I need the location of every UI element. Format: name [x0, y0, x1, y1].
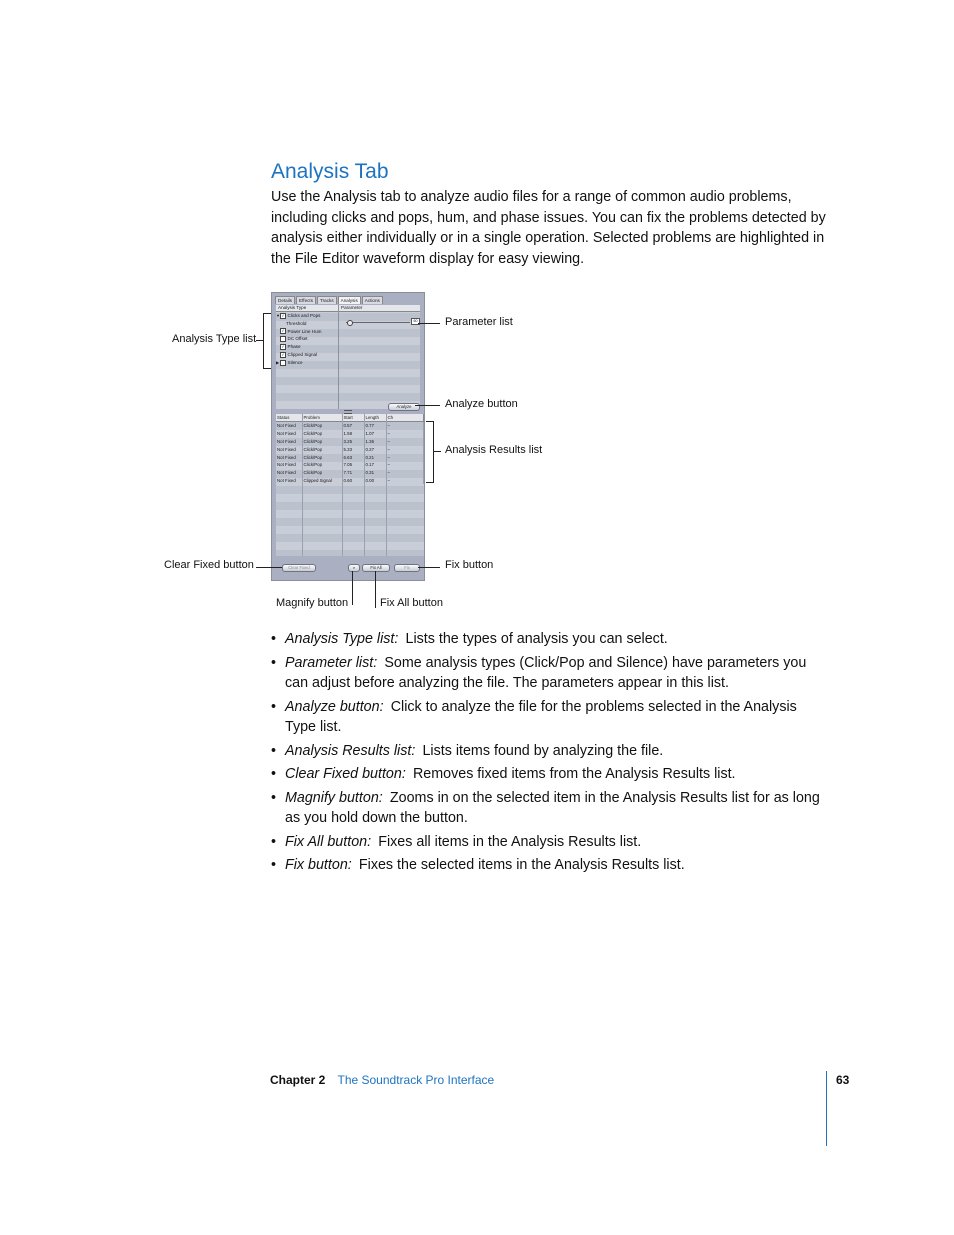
checkbox[interactable]: ✓ [281, 344, 285, 350]
callout-bracket [263, 313, 271, 314]
definition-item [271, 741, 827, 762]
callout-bracket [263, 368, 271, 369]
table-cell: 0.31 [364, 469, 386, 477]
table-cell: 1.36 [364, 438, 386, 446]
table-cell: 0.00 [364, 477, 386, 485]
table-cell: – [386, 438, 424, 446]
callout-leader [434, 451, 441, 452]
magnify-button[interactable]: ⌕ [348, 564, 360, 572]
parameter-header: Parameter [339, 305, 420, 312]
analysis-type-label: Phase [287, 344, 301, 350]
clear-fixed-button[interactable]: Clear Fixed [282, 564, 316, 572]
checkbox[interactable]: ✓ [281, 328, 285, 334]
intro-paragraph: Use the Analysis tab to analyze audio files for a range of common audio problems, including clicks and pops, hum, and phase issues. You can fix the problems detected by analysis either individually or in a single operation. Selected problems are highlighted in the File Editor waveform display for easy viewing. [271, 189, 826, 267]
table-cell: Click/Pop [302, 453, 342, 461]
column-header[interactable]: Ch [386, 414, 424, 422]
footer-rule [826, 1071, 827, 1146]
section-title: Analysis Tab [271, 160, 389, 183]
definition-text: Fixes all items in the Analysis Results list. [378, 833, 642, 850]
table-cell: – [386, 477, 424, 485]
definition-term: Parameter list: [285, 654, 378, 671]
definition-term: Analysis Results list: [285, 742, 416, 759]
analysis-results-list [276, 414, 424, 556]
column-header[interactable]: Problem [302, 414, 342, 422]
callout-leader [256, 340, 263, 341]
definition-item [271, 653, 827, 694]
analysis-type-item[interactable] [276, 343, 338, 351]
callout-parameter-list: Parameter list [445, 316, 513, 328]
threshold-slider-knob[interactable] [347, 320, 353, 326]
callout-fix-button: Fix button [445, 559, 494, 571]
table-cell: 1.58 [342, 430, 364, 438]
analysis-type-label: Clicks and Pops [287, 313, 321, 318]
analysis-type-label: Silence [287, 359, 303, 365]
table-cell: Not Fixed [276, 438, 302, 446]
definition-text: Lists the types of analysis you can select. [405, 631, 668, 647]
tab-analysis[interactable]: Analysis [338, 296, 361, 304]
definition-term: Magnify button: [285, 789, 383, 806]
callout-leader [418, 567, 440, 568]
fix-all-button[interactable]: Fix All [362, 564, 390, 572]
table-cell: 1.07 [364, 430, 386, 438]
table-cell: 0.60 [342, 477, 364, 485]
definition-item [271, 697, 827, 738]
checkbox[interactable]: ✓ [281, 312, 285, 318]
definition-text: Removes fixed items from the Analysis Results list. [412, 766, 736, 782]
column-header[interactable]: Status [276, 414, 302, 422]
callout-leader [256, 567, 282, 568]
disclosure-triangle-icon[interactable]: ▼ [276, 313, 280, 318]
checkbox[interactable] [280, 336, 286, 342]
table-cell: Not Fixed [276, 445, 302, 453]
analysis-type-item[interactable] [276, 312, 338, 320]
callout-analysis-results-list: Analysis Results list [445, 444, 543, 456]
table-cell: Click/Pop [302, 422, 342, 430]
table-row[interactable] [276, 461, 424, 469]
table-row[interactable] [276, 477, 424, 485]
disclosure-triangle-icon[interactable]: ▶ [276, 359, 280, 365]
callout-magnify-button: Magnify button [276, 597, 349, 609]
definition-text: Fixes the selected items in the Analysis Results list. [358, 857, 685, 873]
table-row[interactable] [276, 469, 424, 477]
column-header[interactable]: Length [364, 414, 386, 422]
callout-analyze-button: Analyze button [445, 398, 518, 410]
definition-item [271, 629, 827, 650]
analyze-button[interactable]: Analyze [388, 403, 420, 411]
table-cell: Not Fixed [276, 422, 302, 430]
table-row[interactable] [276, 430, 424, 438]
tab-actions[interactable]: Actions [362, 296, 383, 304]
table-cell: 5.33 [342, 445, 364, 453]
table-cell: 3.25 [342, 438, 364, 446]
callout-fix-all-button: Fix All button [380, 597, 443, 609]
analysis-type-item[interactable] [276, 359, 338, 367]
analysis-type-header: Analysis Type [276, 305, 338, 312]
table-cell: – [386, 422, 424, 430]
results-table [276, 414, 424, 484]
definition-term: Fix button: [285, 857, 352, 873]
definition-item [271, 764, 827, 785]
page-number: 63 [836, 1073, 850, 1087]
tab-effects[interactable]: Effects [296, 296, 316, 304]
threshold-slider-track [346, 322, 410, 323]
table-cell: Click/Pop [302, 461, 342, 469]
parameter-list [339, 305, 420, 409]
table-cell: 0.57 [342, 422, 364, 430]
analysis-tab-screenshot [271, 292, 425, 581]
checkbox[interactable] [280, 360, 286, 366]
table-cell: – [386, 469, 424, 477]
table-cell: – [386, 461, 424, 469]
table-cell: Click/Pop [302, 469, 342, 477]
callout-clear-fixed-button: Clear Fixed button [164, 559, 254, 571]
table-cell: – [386, 453, 424, 461]
analysis-type-list [276, 305, 339, 409]
definition-term: Clear Fixed button: [285, 766, 406, 782]
callout-leader [418, 323, 440, 324]
tab-details[interactable]: Details [275, 296, 295, 304]
analysis-type-label: Threshold [286, 320, 307, 326]
callout-leader [375, 571, 376, 608]
analysis-type-item[interactable] [276, 351, 338, 359]
analysis-type-label: Clipped Signal [287, 351, 318, 357]
table-cell: 6.63 [342, 453, 364, 461]
table-cell: – [386, 430, 424, 438]
table-cell: 0.17 [364, 461, 386, 469]
table-cell: Not Fixed [276, 453, 302, 461]
table-row[interactable] [276, 445, 424, 453]
callout-bracket [263, 313, 264, 369]
tab-tracks[interactable]: Tracks [317, 296, 337, 304]
definition-text: Click to analyze the file for the problems selected in the Analysis Type list. [285, 698, 797, 735]
table-row[interactable] [276, 438, 424, 446]
table-cell: 7.71 [342, 469, 364, 477]
fix-button[interactable]: Fix [394, 564, 420, 572]
analysis-type-label: DC Offset [287, 336, 308, 342]
column-header[interactable]: Start [342, 414, 364, 422]
table-row[interactable] [276, 422, 424, 430]
chapter-name: The Soundtrack Pro Interface [337, 1073, 495, 1087]
definition-item [271, 788, 827, 829]
checkbox[interactable]: ✓ [281, 351, 285, 357]
analysis-type-item[interactable] [276, 328, 338, 336]
definition-item [271, 832, 827, 853]
tab-bar [275, 296, 421, 304]
table-cell: 7.05 [342, 461, 364, 469]
definition-term: Fix All button: [285, 833, 372, 850]
definition-text: Zooms in on the selected item in the Analysis Results list for as long as you hold down the button. [285, 789, 820, 826]
table-cell: Not Fixed [276, 477, 302, 485]
table-cell: Not Fixed [276, 430, 302, 438]
table-cell: 0.21 [364, 453, 386, 461]
chapter-label: Chapter 2 [270, 1073, 326, 1087]
callout-bracket [433, 421, 434, 483]
callout-bracket [426, 482, 433, 483]
callout-leader [352, 571, 353, 605]
table-row[interactable] [276, 453, 424, 461]
table-cell: 0.27 [364, 445, 386, 453]
analysis-type-label: Power Line Hum [287, 328, 322, 334]
table-cell: Clipped Signal [302, 477, 342, 485]
page-footer [270, 1073, 494, 1087]
table-cell: – [386, 445, 424, 453]
definition-term: Analyze button: [285, 698, 384, 715]
definition-item [271, 855, 827, 876]
threshold-value-field[interactable]: 60 [411, 318, 420, 325]
table-cell: Not Fixed [276, 461, 302, 469]
table-cell: Click/Pop [302, 430, 342, 438]
callout-bracket [426, 421, 433, 422]
table-cell: 0.77 [364, 422, 386, 430]
table-cell: Click/Pop [302, 445, 342, 453]
definition-text: Lists items found by analyzing the file. [422, 742, 664, 759]
definition-list [271, 629, 827, 879]
callout-leader [415, 405, 440, 406]
definition-text: Some analysis types (Click/Pop and Silence) have parameters you can adjust before analyzing the file. The parameters appear in this list. [285, 654, 807, 691]
analysis-type-item[interactable] [276, 320, 338, 328]
definition-term: Analysis Type list: [285, 631, 399, 647]
table-cell: Not Fixed [276, 469, 302, 477]
callout-analysis-type-list: Analysis Type list [172, 333, 257, 345]
table-cell: Click/Pop [302, 438, 342, 446]
analysis-type-item[interactable] [276, 335, 338, 343]
